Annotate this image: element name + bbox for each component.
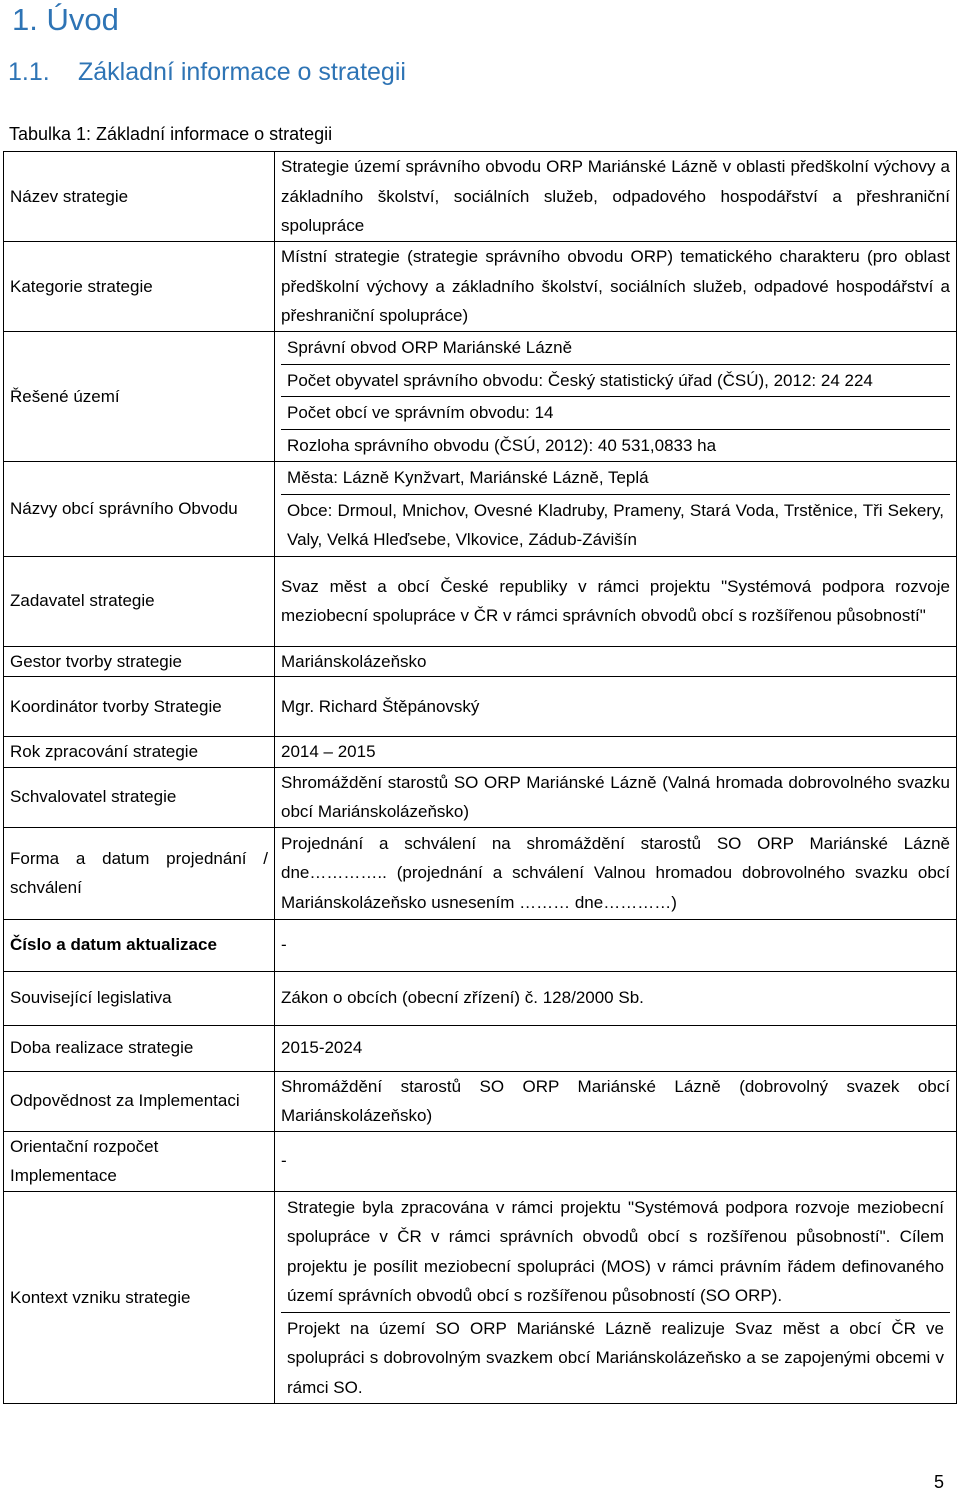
table-row [4,827,957,919]
table-caption: Tabulka 1: Základní informace o strategii [9,124,333,144]
row-label: Kategorie strategie [4,242,275,332]
row-value: Zákon o obcích (obecní zřízení) č. 128/2000 Sb. [275,971,957,1025]
row-label: Schvalovatel strategie [4,767,275,827]
table-row [4,919,957,971]
section-heading [8,58,406,87]
table-row [4,462,957,557]
table-row [4,677,957,737]
row-value: Správní obvod ORP Mariánské Lázně [281,332,950,365]
row-label: Gestor tvorby strategie [4,646,275,677]
row-value-group [275,462,957,557]
row-value: - [275,919,957,971]
row-value: Shromáždění starostů SO ORP Mariánské Lázně (Valná hromada dobrovolného svazku obcí Mariánskolázeňsko) [275,767,957,827]
row-value: Svaz měst a obcí České republiky v rámci projektu "Systémová podpora rozvoje meziobecní spolupráce v ČR v rámci správních obvodů obcí s rozšířenou působností" [275,556,957,646]
table-row [4,1025,957,1071]
row-value: Projekt na území SO ORP Mariánské Lázně realizuje Svaz měst a obcí ČR ve spolupráci s dobrovolným svazkem obcí Mariánskolázeňsko a se zapojenými obcemi v rámci SO. [287,1318,944,1397]
table-row [4,1191,957,1404]
strategy-info-table [3,151,957,1404]
table-row [4,152,957,242]
table-row [4,1071,957,1131]
row-value: Strategie byla zpracována v rámci projektu "Systémová podpora rozvoje meziobecní spolupráce v ČR v rámci správních obvodů obcí s rozšířenou působností". Cílem projektu je posílit meziobecní spolupráci (MOS) v rámci právním řádem definovaného území správních obvodů obcí s rozšířenou působností (SO ORP). [281,1192,950,1313]
table-row [4,767,957,827]
section-number: 1.1. [8,58,50,86]
row-label: Zadavatel strategie [4,556,275,646]
row-value: Mgr. Richard Štěpánovský [275,677,957,737]
row-value-group [275,1191,957,1404]
table-row [4,556,957,646]
table-row [4,646,957,677]
row-value: Místní strategie (strategie správního obvodu ORP) tematického charakteru (pro oblast předškolní výchovy a základního školství, sociálních služeb, odpadové hospodářství a přeshraniční spolupráce) [275,242,957,332]
row-label: Koordinátor tvorby Strategie [4,677,275,737]
row-value: 2014 – 2015 [275,737,957,768]
table-row [4,971,957,1025]
row-value: Mariánskolázeňsko [275,646,957,677]
row-label: Název strategie [4,152,275,242]
table-row [4,1131,957,1191]
row-label: Řešené území [4,332,275,462]
row-value: Počet obyvatel správního obvodu: Český statistický úřad (ČSÚ), 2012: 24 224 [281,365,950,398]
row-value: Obce: Drmoul, Mnichov, Ovesné Kladruby, Prameny, Stará Voda, Trstěnice, Tři Sekery, Valy, Velká Hleďsebe, Vlkovice, Zádub-Závišín [287,500,944,549]
row-label: Názvy obcí správního Obvodu [4,462,275,557]
row-value: Shromáždění starostů SO ORP Mariánské Lázně (dobrovolný svazek obcí Mariánskolázeňsko) [275,1071,957,1131]
row-value: 2015-2024 [275,1025,957,1071]
row-value-group [275,332,957,462]
row-label: Číslo a datum aktualizace [4,919,275,971]
chapter-heading: 1. Úvod [12,2,119,37]
table-row [4,242,957,332]
row-label: Doba realizace strategie [4,1025,275,1071]
table-row [4,737,957,768]
row-label: Forma a datum projednání / schválení [4,827,275,919]
page-number: 5 [933,1472,944,1492]
row-value: Strategie území správního obvodu ORP Mariánské Lázně v oblasti předškolní výchovy a základního školství, sociálních služeb, odpadového hospodářství a přeshraniční spolupráce [275,152,957,242]
row-label: Orientační rozpočet Implementace [4,1131,275,1191]
row-label: Kontext vzniku strategie [4,1191,275,1404]
row-value: Města: Lázně Kynžvart, Mariánské Lázně, Teplá [281,462,950,495]
row-label: Související legislativa [4,971,275,1025]
section-title: Základní informace o strategii [78,58,406,86]
row-value: - [275,1131,957,1191]
row-value: Projednání a schválení na shromáždění starostů SO ORP Mariánské Lázně dne………….. (projednání a schválení Valnou hromadou dobrovolného svazku obcí Mariánskolázeňsko usnesením ……… dne…………) [275,827,957,919]
table-row [4,332,957,462]
row-label: Rok zpracování strategie [4,737,275,768]
row-label: Odpovědnost za Implementaci [4,1071,275,1131]
row-value: Rozloha správního obvodu (ČSÚ, 2012): 40 531,0833 ha [287,435,717,455]
row-value: Počet obcí ve správním obvodu: 14 [281,397,950,430]
